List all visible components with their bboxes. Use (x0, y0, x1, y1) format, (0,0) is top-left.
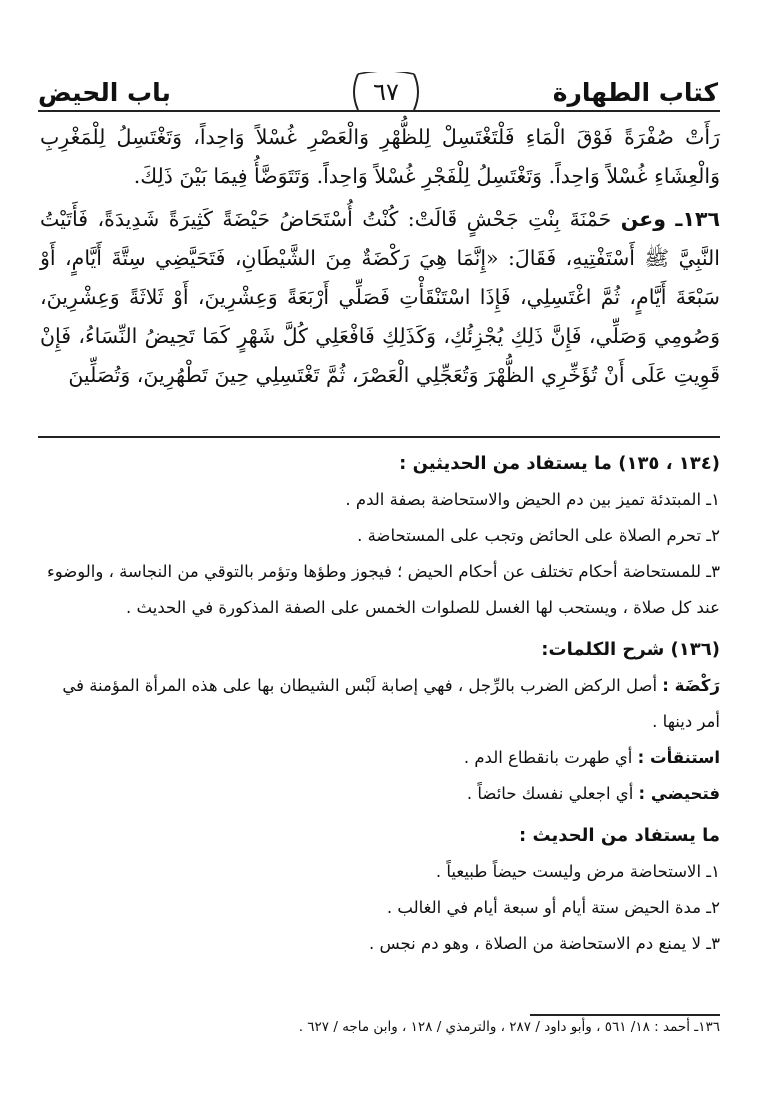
header-divider (38, 110, 720, 112)
benefit-item: ١ـ المبتدئة تميز بين دم الحيض والاستحاضة بصفة الدم . (345, 490, 720, 509)
benefit-item: ١ـ الاستحاضة مرض وليست حيضاً طبيعياً . (435, 862, 720, 881)
commentary (38, 446, 720, 962)
hadith-136 (40, 200, 720, 395)
glossary-definition: أي طهرت بانقطاع الدم . (463, 748, 633, 767)
glossary-definition: أي اجعلي نفسك حائضاً . (466, 784, 634, 803)
hadith-number: ١٣٦ـ (675, 207, 720, 231)
glossary-term: فتحيضي : (638, 784, 720, 803)
glossary-term: رَكْضَة : (662, 676, 720, 695)
glossary-heading: (١٣٦) شرح الكلمات: (541, 639, 720, 660)
page-number (348, 72, 424, 112)
hadith-continuation: رَأَتْ صُفْرَةً فَوْقَ الْمَاءِ فَلْتَغْتَسِلْ لِلظُّهْرِ وَالْعَصْرِ غُسْلاً وَاحِداً، وَتَغْتَسِلُ لِلْمَغْرِبِ وَالْعِشَاءِ غُسْلاً وَاحِداً. وَتَغْتَسِلُ لِلْفَجْرِ غُسْلاً وَاحِداً. وَتَتَوَضَّأُ فِيمَا بَيْنَ ذَلِكَ. (40, 125, 720, 188)
hadith-opening: وعن (620, 207, 666, 231)
hadith-body: حَمْنَةَ بِنْتِ جَحْشٍ قَالَتْ: كُنْتُ أُسْتَحَاضُ حَيْضَةً كَثِيرَةً شَدِيدَةً، فَأَتَيْتُ النَّبِيَّ ﷺ أَسْتَفْتِيهِ، فَقَالَ: «إِنَّمَا هِيَ رَكْضَةٌ مِنَ الشَّيْطَانِ، فَتَحَيَّضِي سِتَّةَ أَيَّامٍ، أَوْ سَبْعَةَ أَيَّامٍ، ثُمَّ اغْتَسِلِي، فَإِذَا اسْتَنْقَأْتِ فَصَلِّي أَرْبَعَةً وَعِشْرِينَ، أَوْ ثَلاثَةً وَعِشْرِينَ، وَصُومِي وَصَلِّي، فَإِنَّ ذَلِكِ يُجْزِئُكِ، وَكَذَلِكِ فَافْعَلِي كُلَّ شَهْرٍ كَمَا تَحِيضُ النِّسَاءُ، فَإِنْ قَوِيتِ عَلَى أَنْ تُؤَخِّرِي الظُّهْرَ وَتُعَجِّلِي الْعَصْرَ، ثُمَّ تَغْتَسِلِي حِينَ تَطْهُرِينَ، وَتُصَلِّينَ (40, 207, 720, 387)
book-title: كتاب الطهارة (552, 78, 718, 107)
page-header (38, 72, 718, 112)
glossary-entry (38, 740, 720, 776)
benefits-heading-136: ما يستفاد من الحديث : (519, 825, 720, 846)
chapter-title: باب الحيض (38, 78, 171, 107)
glossary-term: استنقأت : (637, 748, 720, 767)
hadith-text (40, 118, 720, 395)
benefit-item: ٢ـ مدة الحيض ستة أيام أو سبعة أيام في الغالب . (386, 898, 720, 917)
commentary-divider (38, 436, 720, 438)
benefit-item: ٣ـ للمستحاضة أحكام تختلف عن أحكام الحيض ؛ فيجوز وطؤها وتؤمر بالتوقي من النجاسة ، والوضوء عند كل صلاة ، ويستحب لها الغسل للصلوات الخمس على الصفة المذكورة في الحديث . (46, 562, 720, 617)
footnote: ١٣٦ـ أحمد : ١٨/ ٥٦١ ، وأبو داود / ٢٨٧ ، والترمذي / ١٢٨ ، وابن ماجه / ٦٢٧ . (298, 1019, 720, 1035)
glossary-entry (38, 668, 720, 740)
glossary-entry (38, 776, 720, 812)
page-number-text: ٦٧ (373, 78, 399, 106)
benefit-item: ٢ـ تحرم الصلاة على الحائض وتجب على المستحاضة . (357, 526, 720, 545)
glossary-definition: أصل الركض الضرب بالرِّجل ، فهي إصابة لَبْس الشيطان بها على هذه المرأة المؤمنة في أمر دينها . (62, 676, 720, 731)
benefits-heading-134-135: (١٣٤ ، ١٣٥) ما يستفاد من الحديثين : (399, 453, 720, 474)
benefit-item: ٣ـ لا يمنع دم الاستحاضة من الصلاة ، وهو دم نجس . (368, 934, 720, 953)
